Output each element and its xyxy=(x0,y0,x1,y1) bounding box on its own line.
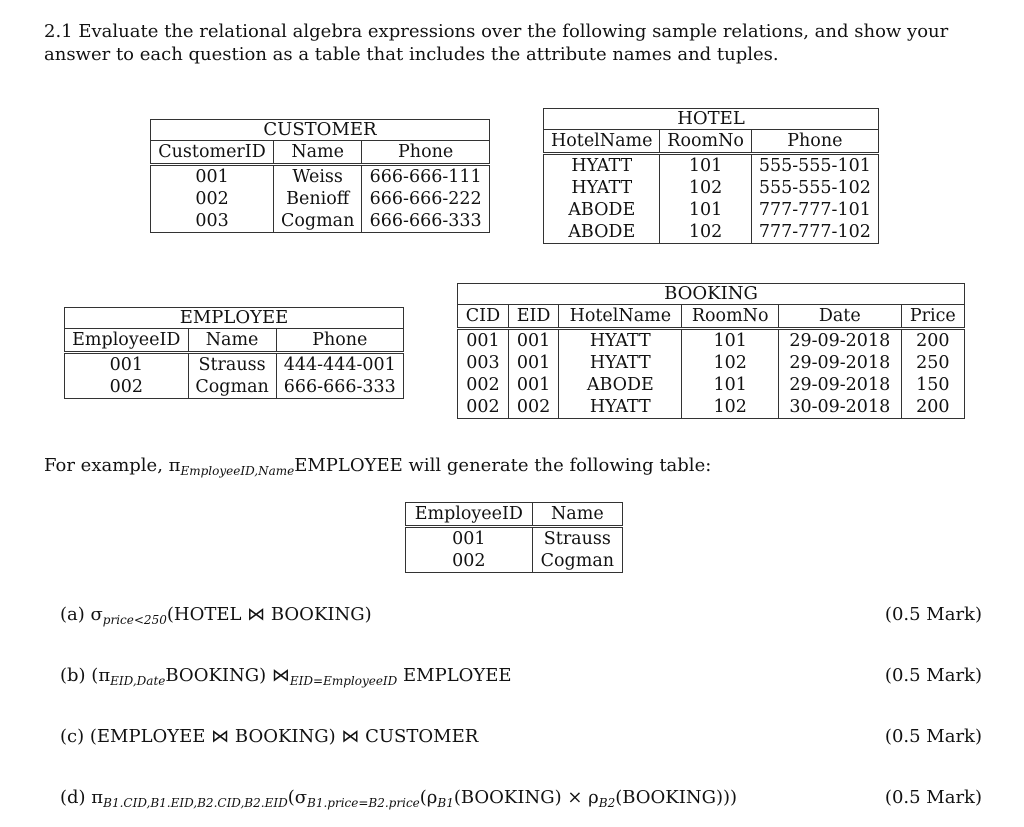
table-cell: HYATT xyxy=(544,177,660,199)
table-cell: HYATT xyxy=(559,329,682,353)
table-row xyxy=(458,396,965,419)
column-header: EmployeeID xyxy=(65,329,189,353)
column-header: Phone xyxy=(751,130,878,154)
question-b-mark: (0.5 Mark) xyxy=(884,665,982,686)
column-header: EmployeeID xyxy=(406,503,533,527)
question-c-mark: (0.5 Mark) xyxy=(884,726,982,747)
table-cell: HYATT xyxy=(544,154,660,178)
question-d-mark: (0.5 Mark) xyxy=(884,787,982,808)
table-cell: 001 xyxy=(508,374,558,396)
table-cell: 002 xyxy=(65,376,189,399)
table-cell: 002 xyxy=(406,550,533,573)
table-cell: 666-666-333 xyxy=(276,376,403,399)
table-cell: 29-09-2018 xyxy=(778,329,901,353)
table-row xyxy=(544,199,879,221)
table-cell: 002 xyxy=(508,396,558,419)
table-cell: 444-444-001 xyxy=(276,353,403,377)
column-header: HotelName xyxy=(544,130,660,154)
table-cell: Weiss xyxy=(274,165,362,189)
table-cell: Cogman xyxy=(274,210,362,233)
table-cell: 003 xyxy=(151,210,274,233)
table-cell: Cogman xyxy=(532,550,622,573)
table-cell: ABODE xyxy=(544,221,660,244)
question-d: (d) $\pi_{B1.CID,B1.EID,B2.CID,B2.EID}(\sigma_{B1.price=B2.price}(\rho_{B1}(BOOKING)$ × $\rho_{B2}(BOOKING)$)) xyxy=(60,787,738,810)
header-row xyxy=(65,329,404,353)
table-cell: 001 xyxy=(65,353,189,377)
hotel-table xyxy=(543,108,879,244)
table-row xyxy=(151,188,490,210)
header-row xyxy=(151,141,490,165)
table-row xyxy=(458,329,965,353)
table-cell: 29-09-2018 xyxy=(778,352,901,374)
table-cell: Benioff xyxy=(274,188,362,210)
employee-table xyxy=(64,307,404,399)
column-header: RoomNo xyxy=(682,305,779,329)
table-cell: 102 xyxy=(682,396,779,419)
table-cell: 102 xyxy=(660,177,751,199)
table-cell: 666-666-333 xyxy=(362,210,490,233)
table-cell: 002 xyxy=(458,396,509,419)
column-header: Price xyxy=(901,305,964,329)
question-intro: 2.1 Evaluate the relational algebra expressions over the following sample relations, and show your answer to each question as a table that includes the attribute names and tuples. xyxy=(44,21,949,65)
booking-table xyxy=(457,283,965,419)
table-cell: 101 xyxy=(682,374,779,396)
header-row xyxy=(458,305,965,329)
table-row xyxy=(406,527,623,551)
customer-table xyxy=(150,119,490,233)
question-b: (b) $(\pi_{EID,Date}BOOKING)$ $⋈_{EID=EmployeeID}$ EMPLOYEE xyxy=(60,665,512,688)
table-cell: 002 xyxy=(458,374,509,396)
column-header: Name xyxy=(532,503,622,527)
question-a-mark: (0.5 Mark) xyxy=(884,604,982,625)
table-row xyxy=(458,352,965,374)
column-header: Date xyxy=(778,305,901,329)
table-cell: 250 xyxy=(901,352,964,374)
table-cell: 001 xyxy=(508,329,558,353)
table-cell: 200 xyxy=(901,396,964,419)
table-cell: 200 xyxy=(901,329,964,353)
table-cell: 001 xyxy=(151,165,274,189)
column-header: RoomNo xyxy=(660,130,751,154)
table-title: EMPLOYEE xyxy=(64,307,404,328)
table-cell: 666-666-222 xyxy=(362,188,490,210)
table-cell: 555-555-102 xyxy=(751,177,878,199)
table-cell: 102 xyxy=(660,221,751,244)
column-header: Phone xyxy=(362,141,490,165)
question-a: (a) $\sigma_{price<250}(HOTEL$ ⋈ BOOKING) xyxy=(60,604,372,627)
table-cell: 001 xyxy=(508,352,558,374)
table-row xyxy=(151,165,490,189)
table-cell: HYATT xyxy=(559,396,682,419)
table-title: BOOKING xyxy=(457,283,965,304)
table-cell: Strauss xyxy=(532,527,622,551)
column-header: CID xyxy=(458,305,509,329)
table-row xyxy=(544,154,879,178)
column-header: HotelName xyxy=(559,305,682,329)
table-cell: 101 xyxy=(660,154,751,178)
question-c: (c) (EMPLOYEE ⋈ BOOKING) ⋈ CUSTOMER xyxy=(60,726,479,747)
table-cell: 101 xyxy=(682,329,779,353)
table-cell: 101 xyxy=(660,199,751,221)
table-cell: 102 xyxy=(682,352,779,374)
table-cell: Cogman xyxy=(188,376,276,399)
table-cell: 002 xyxy=(151,188,274,210)
table-cell: ABODE xyxy=(559,374,682,396)
table-row xyxy=(151,210,490,233)
example-result-table xyxy=(405,502,623,573)
table-row xyxy=(406,550,623,573)
table-cell: 30-09-2018 xyxy=(778,396,901,419)
column-header: Name xyxy=(188,329,276,353)
table-cell: 29-09-2018 xyxy=(778,374,901,396)
table-cell: ABODE xyxy=(544,199,660,221)
table-cell: 003 xyxy=(458,352,509,374)
column-header: EID xyxy=(508,305,558,329)
table-cell: 555-555-101 xyxy=(751,154,878,178)
table-title: CUSTOMER xyxy=(150,119,490,140)
table-cell: 666-666-111 xyxy=(362,165,490,189)
table-row xyxy=(65,376,404,399)
table-row xyxy=(544,221,879,244)
header-row xyxy=(544,130,879,154)
table-cell: 777-777-102 xyxy=(751,221,878,244)
table-cell: HYATT xyxy=(559,352,682,374)
table-cell: 001 xyxy=(406,527,533,551)
example-text: For example, $\pi_{EmployeeID,Name}EMPLOYEE$ will generate the following table: xyxy=(44,455,712,478)
table-row xyxy=(544,177,879,199)
table-title: HOTEL xyxy=(543,108,879,129)
column-header: Phone xyxy=(276,329,403,353)
table-cell: 001 xyxy=(458,329,509,353)
table-cell: 150 xyxy=(901,374,964,396)
table-cell: 777-777-101 xyxy=(751,199,878,221)
column-header: CustomerID xyxy=(151,141,274,165)
column-header: Name xyxy=(274,141,362,165)
table-row xyxy=(458,374,965,396)
table-cell: Strauss xyxy=(188,353,276,377)
table-row xyxy=(65,353,404,377)
header-row xyxy=(406,503,623,527)
